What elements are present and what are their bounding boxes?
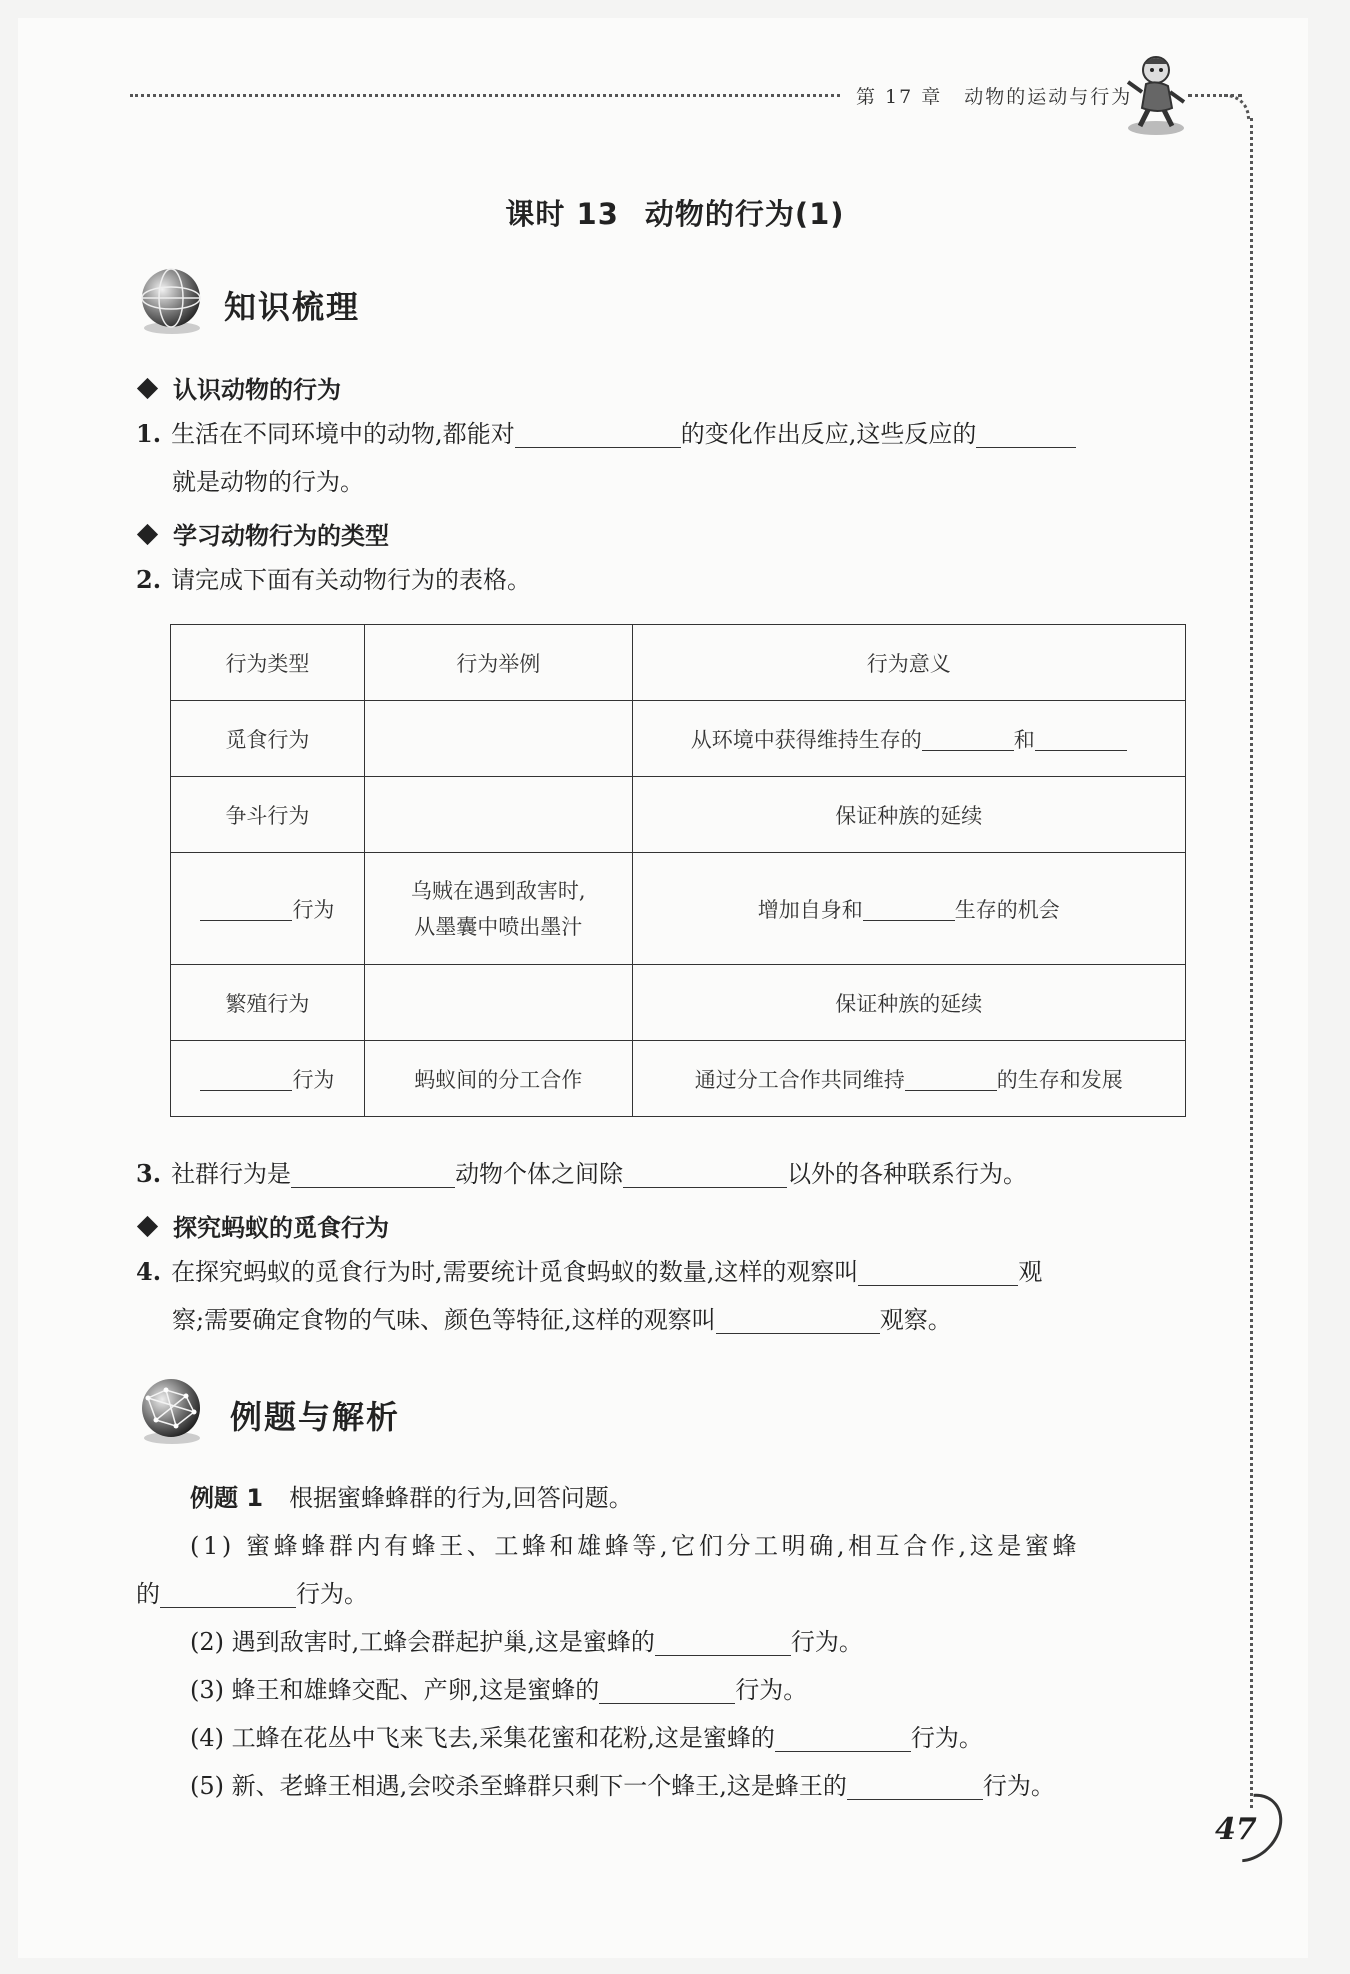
diamond-bullet-icon [137,378,158,399]
meaning-cell: 从环境中获得维持生存的 和 [632,701,1185,777]
meaning-cell: 通过分工合作共同维持 的生存和发展 [632,1041,1185,1117]
question-2 [136,556,531,604]
lesson-title [0,192,1350,233]
answer-blank[interactable] [922,726,1014,751]
question-text: 请完成下面有关动物行为的表格。 [171,566,532,594]
right-dotted-border [1250,118,1253,1808]
lesson-label: 课时 13 [505,197,619,231]
question-4-line-1: 4. 在探究蚂蚁的觅食行为时,需要统计觅食蚂蚁的数量,这样的观察叫 观 [136,1257,1043,1286]
type-cell: 行为 [171,1041,365,1117]
answer-blank[interactable] [200,1066,292,1091]
globe-icon [136,266,206,336]
example-1-part-1-cont: 的 行为。 [136,1570,368,1618]
subheading-text: 学习动物行为的类型 [173,522,389,550]
subheading-types [136,516,389,551]
question-number: 2. [136,565,162,594]
example-cell[interactable] [364,777,632,853]
example-cell: 蚂蚁间的分工合作 [364,1041,632,1117]
question-number: 3. [136,1159,162,1188]
answer-blank[interactable] [515,417,681,448]
question-text: 生活在不同环境中的动物,都能对 [171,420,515,448]
header-cell: 行为举例 [364,625,632,701]
subheading-text: 认识动物的行为 [173,376,341,404]
lesson-name: 动物的行为(1) [644,197,845,231]
question-number: 4. [136,1257,162,1286]
table-row [171,1041,1186,1117]
diamond-bullet-icon [137,524,158,545]
chapter-title: 动物的运动与行为 [964,86,1133,108]
question-text: 就是动物的行为。 [172,468,364,496]
meaning-cell: 保证种族的延续 [632,777,1185,853]
answer-blank[interactable] [905,1066,997,1091]
meaning-cell: 保证种族的延续 [632,965,1185,1041]
section-examples-heading [136,1376,536,1456]
question-1-line-2 [172,458,364,506]
example-1-prompt: 例题 1 根据蜜蜂蜂群的行为,回答问题。 [190,1484,633,1512]
answer-blank[interactable] [858,1255,1018,1286]
subheading-explore [136,1208,389,1243]
example-1-part-4: (4) 工蜂在花丛中飞来飞去,采集花蜜和花粉,这是蜜蜂的 行为。 [190,1714,983,1762]
example-1-part-3: (3) 蜂王和雄蜂交配、产卵,这是蜜蜂的 行为。 [190,1666,807,1714]
answer-blank[interactable] [291,1157,455,1188]
type-cell: 繁殖行为 [171,965,365,1041]
question-text: 的变化作出反应,这些反应的 [680,420,977,448]
header-cell: 行为类型 [171,625,365,701]
table-header-row [171,625,1186,701]
example-1-part-1: (1) 蜜蜂蜂群内有蜂王、工蜂和雄蜂等,它们分工明确,相互合作,这是蜜蜂 [190,1532,1081,1560]
answer-blank[interactable] [863,896,955,921]
answer-blank[interactable] [655,1625,791,1656]
table-row [171,777,1186,853]
example-cell[interactable] [364,965,632,1041]
subheading-text: 探究蚂蚁的觅食行为 [173,1214,389,1242]
type-cell: 觅食行为 [171,701,365,777]
answer-blank[interactable] [976,417,1076,448]
table-row [171,701,1186,777]
question-1-line-1 [136,410,1076,458]
question-3: 3. 社群行为是 动物个体之间除 以外的各种联系行为。 [136,1159,1028,1188]
chapter-number: 第 17 章 [856,86,943,108]
behavior-table [170,624,1186,1117]
table-row [171,853,1186,965]
answer-blank[interactable] [1035,726,1127,751]
answer-blank[interactable] [716,1303,880,1334]
header-cell: 行为意义 [632,625,1185,701]
mascot-icon [1118,52,1192,138]
running-header [856,82,1132,109]
question-number: 1. [136,419,162,448]
subheading-recognize [136,370,341,405]
answer-blank[interactable] [160,1577,296,1608]
answer-blank[interactable] [200,896,292,921]
answer-blank[interactable] [775,1721,911,1752]
page-number: 47 [1215,1812,1257,1847]
answer-blank[interactable] [847,1769,983,1800]
type-cell: 行为 [171,853,365,965]
meaning-cell: 增加自身和 生存的机会 [632,853,1185,965]
section-title: 知识梳理 [224,288,361,326]
answer-blank[interactable] [623,1157,787,1188]
table-row [171,965,1186,1041]
header-dotted-line [130,94,840,97]
answer-blank[interactable] [599,1673,735,1704]
example-1-part-5: (5) 新、老蜂王相遇,会咬杀至蜂群只剩下一个蜂王,这是蜂王的 行为。 [190,1762,1055,1810]
network-globe-icon [136,1376,206,1446]
example-1-part-2: (2) 遇到敌害时,工蜂会群起护巢,这是蜜蜂的 行为。 [190,1618,863,1666]
example-cell[interactable] [364,701,632,777]
diamond-bullet-icon [137,1216,158,1237]
section-title: 例题与解析 [230,1398,401,1436]
section-knowledge-heading [136,266,536,346]
example-label: 例题 1 [190,1484,264,1512]
type-cell: 争斗行为 [171,777,365,853]
question-4-line-2: 察;需要确定食物的气味、颜色等特征,这样的观察叫 观察。 [172,1296,952,1344]
example-cell: 乌贼在遇到敌害时, 从墨囊中喷出墨汁 [364,853,632,965]
